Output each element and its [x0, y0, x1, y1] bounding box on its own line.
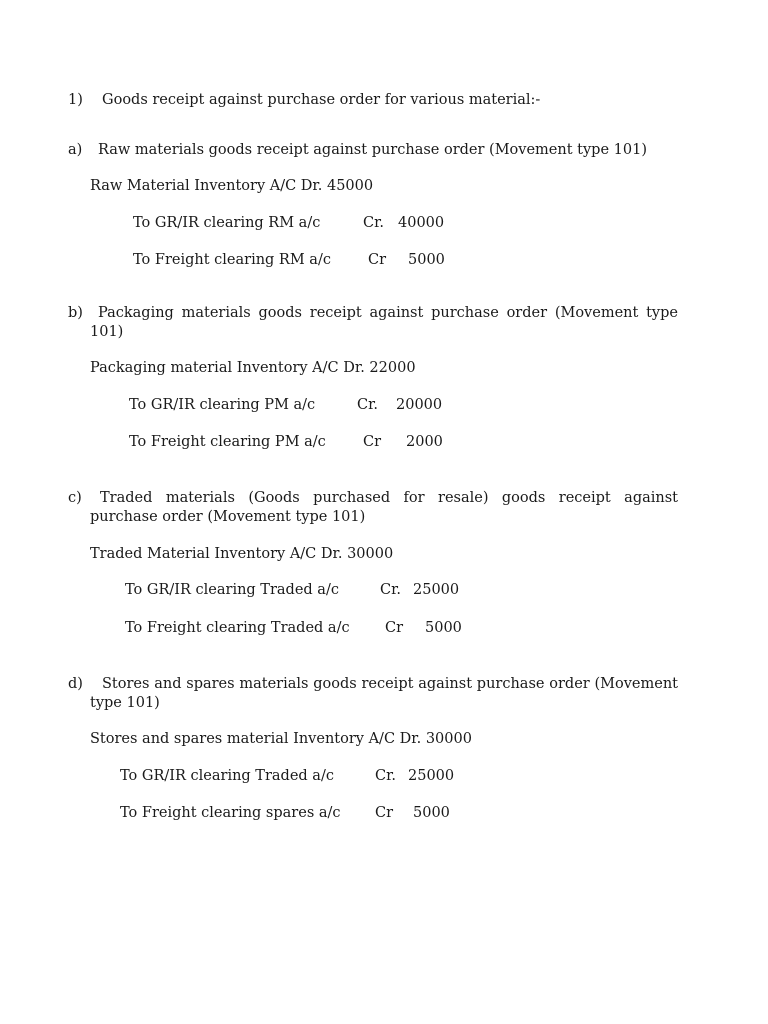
credit-type: Cr.	[375, 768, 397, 784]
credit-type: Cr	[385, 620, 404, 636]
credit-type: Cr.	[380, 582, 402, 598]
section-title: Stores and spares materials goods receipt against purchase order (Movement type 101)	[90, 676, 678, 711]
section-letter: c)	[68, 490, 82, 506]
credit-amount: 5000	[413, 805, 450, 821]
section-packaging-materials	[68, 304, 678, 450]
main-heading	[68, 91, 540, 110]
credit-account: To GR/IR clearing PM a/c	[129, 397, 316, 413]
debit-entry: Packaging material Inventory A/C Dr. 22000	[90, 360, 416, 376]
credit-account: To Freight clearing RM a/c	[133, 252, 331, 268]
credit-amount: 5000	[408, 252, 445, 268]
credit-amount: 20000	[396, 397, 443, 413]
credit-account: To GR/IR clearing Traded a/c	[120, 768, 334, 784]
section-traded-materials	[68, 489, 678, 636]
credit-amount: 40000	[398, 215, 445, 231]
credit-account: To GR/IR clearing RM a/c	[133, 215, 321, 231]
credit-type: Cr.	[357, 397, 379, 413]
credit-account: To Freight clearing spares a/c	[120, 805, 341, 821]
credit-type: Cr.	[363, 215, 385, 231]
credit-amount: 2000	[406, 434, 443, 450]
section-heading	[68, 304, 678, 342]
credit-amount: 5000	[425, 620, 462, 636]
credit-type: Cr	[363, 434, 382, 450]
section-title: Raw materials goods receipt against purchase order (Movement type 101)	[98, 142, 647, 158]
section-heading	[68, 141, 678, 160]
debit-entry: Stores and spares material Inventory A/C Dr. 30000	[90, 731, 472, 747]
section-title: Packaging materials goods receipt against purchase order (Movement type 101)	[90, 305, 678, 340]
section-raw-materials	[68, 141, 678, 268]
heading-number: 1)	[68, 92, 83, 108]
section-letter: d)	[68, 676, 83, 692]
credit-account: To Freight clearing Traded a/c	[125, 620, 350, 636]
section-heading	[68, 489, 678, 527]
credit-account: To Freight clearing PM a/c	[129, 434, 326, 450]
section-letter: b)	[68, 305, 83, 321]
heading-text: Goods receipt against purchase order for various material:-	[102, 92, 541, 108]
section-heading	[68, 675, 678, 713]
credit-amount: 25000	[408, 768, 455, 784]
debit-entry: Raw Material Inventory A/C Dr. 45000	[90, 178, 374, 194]
credit-type: Cr	[375, 805, 394, 821]
credit-type: Cr	[368, 252, 387, 268]
section-stores-spares-materials	[68, 675, 678, 821]
section-letter: a)	[68, 142, 83, 158]
credit-account: To GR/IR clearing Traded a/c	[125, 582, 339, 598]
section-title: Traded materials (Goods purchased for resale) goods receipt against purchase order (Movement type 101)	[90, 490, 678, 525]
debit-entry: Traded Material Inventory A/C Dr. 30000	[90, 546, 394, 562]
credit-amount: 25000	[413, 582, 460, 598]
